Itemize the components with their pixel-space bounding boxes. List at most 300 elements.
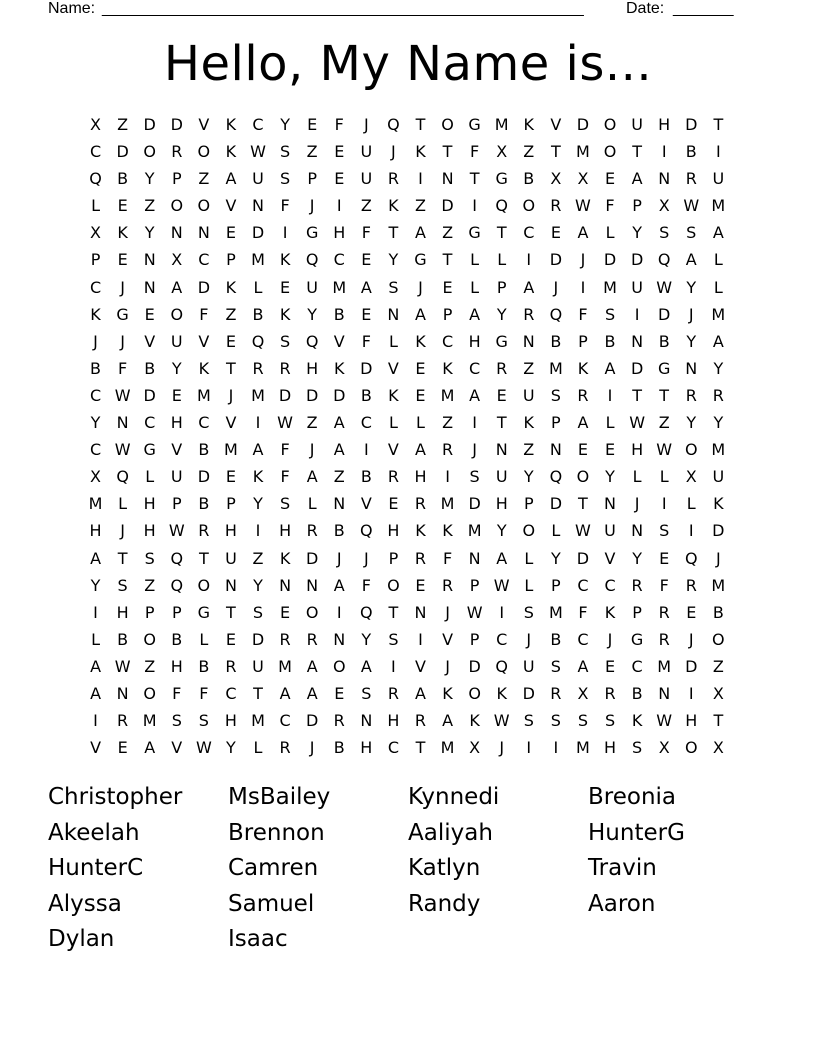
grid-letter: Y [632, 548, 642, 568]
grid-letter: A [360, 277, 372, 297]
grid-letter: C [496, 629, 508, 649]
grid-letter: A [469, 385, 481, 405]
grid-letter: E [496, 385, 507, 405]
grid-letter: R [279, 358, 291, 378]
grid-letter: Y [226, 738, 236, 758]
grid-letter: M [657, 656, 672, 676]
grid-letter: S [144, 548, 155, 568]
grid-letter: H [685, 711, 698, 731]
grid-letter: L [470, 250, 480, 270]
grid-letter: D [251, 223, 265, 243]
grid-letter: L [91, 629, 100, 649]
grid-letter: U [252, 656, 264, 676]
grid-letter: N [468, 548, 481, 568]
grid-letter: N [549, 440, 562, 460]
grid-letter: D [306, 711, 319, 731]
grid-letter: A [90, 656, 102, 676]
grid-letter: H [224, 521, 237, 541]
grid-letter: P [632, 602, 642, 622]
grid-letter: R [685, 385, 697, 405]
grid-letter: A [360, 656, 372, 676]
grid-letter: E [604, 169, 616, 189]
grid-letter: B [712, 602, 724, 622]
grid-letter: J [309, 738, 315, 758]
grid-letter: D [630, 250, 644, 270]
grid-letter: W [575, 196, 591, 216]
grid-letter: A [90, 683, 102, 703]
grid-letter: V [442, 629, 454, 649]
grid-letter: N [441, 169, 454, 189]
grid-letter: E [225, 331, 236, 351]
grid-letter: C [225, 683, 237, 703]
grid-letter: M [711, 304, 726, 324]
grid-letter: Y [90, 575, 101, 595]
grid-letter: S [252, 602, 264, 622]
grid-letter: Q [170, 548, 184, 568]
grid-letter: F [361, 575, 371, 595]
word-list-item: Aaron [588, 890, 656, 917]
grid-letter: Z [414, 196, 426, 216]
grid-letter: Y [307, 304, 318, 324]
grid-letter: K [388, 385, 399, 405]
grid-letter: W [656, 277, 673, 297]
grid-letter: E [225, 223, 236, 243]
grid-letter: F [442, 548, 453, 568]
grid-letter: K [415, 521, 426, 541]
grid-letter: A [577, 223, 589, 243]
grid-letter: T [496, 223, 507, 243]
grid-letter: R [604, 683, 616, 703]
grid-letter: J [309, 196, 315, 216]
grid-letter: I [499, 602, 505, 622]
grid-letter: T [388, 223, 399, 243]
grid-letter: O [684, 738, 698, 758]
grid-row [82, 734, 732, 761]
grid-letter: K [333, 358, 345, 378]
grid-letter: A [279, 683, 291, 703]
word-list-item: Dylan [48, 926, 115, 952]
grid-letter: T [198, 548, 209, 568]
grid-letter: R [631, 575, 643, 595]
grid-letter: M [440, 494, 455, 514]
grid-letter: F [118, 358, 128, 378]
grid-letter: S [280, 331, 291, 351]
grid-letter: Y [686, 277, 697, 297]
grid-row [82, 219, 732, 246]
grid-letter: K [604, 602, 616, 622]
grid-letter: O [712, 629, 725, 649]
grid-letter: M [548, 602, 563, 622]
grid-letter: Y [280, 115, 290, 134]
grid-letter: P [523, 494, 534, 514]
grid-letter: A [333, 575, 345, 595]
grid-letter: T [442, 250, 453, 270]
grid-letter: L [307, 494, 317, 514]
grid-letter: D [197, 277, 211, 297]
word-list-item: Akeelah [48, 819, 140, 846]
grid-letter: K [279, 548, 291, 568]
grid-letter: S [686, 223, 697, 243]
grid-letter: E [415, 385, 426, 405]
grid-row [82, 138, 732, 165]
grid-letter: J [336, 548, 342, 568]
grid-letter: P [469, 575, 480, 595]
grid-letter: O [305, 602, 319, 622]
grid-letter: V [225, 196, 237, 216]
grid-letter: Z [306, 413, 318, 433]
grid-letter: A [631, 169, 643, 189]
word-list-item: MsBailey [228, 784, 331, 810]
grid-letter: Z [144, 575, 156, 595]
grid-letter: J [634, 494, 640, 514]
grid-letter: K [90, 304, 101, 324]
grid-letter: L [713, 250, 723, 270]
grid-letter: R [171, 142, 183, 162]
grid-letter: W [114, 440, 131, 460]
grid-letter: Y [361, 629, 372, 649]
grid-letter: U [360, 169, 373, 189]
grid-letter: D [170, 115, 183, 134]
grid-letter: N [631, 521, 644, 541]
grid-letter: Y [253, 494, 263, 514]
grid-letter: R [279, 629, 291, 649]
grid-letter: R [117, 711, 129, 731]
grid-letter: R [550, 683, 562, 703]
grid-letter: E [604, 440, 616, 460]
word-list-item: Christopher [48, 784, 183, 810]
grid-letter: A [523, 277, 535, 297]
grid-letter: Z [442, 413, 454, 433]
grid-letter: E [117, 250, 128, 270]
grid-letter: J [391, 142, 396, 162]
grid-letter: Y [632, 223, 642, 243]
grid-letter: G [414, 250, 427, 270]
grid-letter: I [255, 521, 261, 541]
grid-letter: K [225, 142, 237, 162]
grid-letter: L [91, 196, 100, 216]
word-list-item: Kynnedi [408, 784, 500, 810]
grid-letter: F [361, 331, 371, 351]
grid-letter: E [280, 277, 291, 297]
grid-letter: I [553, 738, 559, 758]
grid-letter: E [307, 115, 318, 134]
grid-letter: A [469, 304, 481, 324]
grid-letter: D [441, 196, 454, 216]
grid-letter: Z [198, 169, 210, 189]
grid-letter: B [550, 629, 562, 649]
grid-letter: E [550, 223, 561, 243]
grid-letter: Y [713, 413, 724, 433]
grid-letter: H [143, 494, 156, 514]
grid-letter: M [548, 358, 563, 378]
grid-letter: K [415, 142, 426, 162]
grid-letter: Q [684, 548, 698, 568]
grid-letter: G [143, 440, 156, 460]
grid-letter: O [468, 683, 481, 703]
grid-letter: Q [657, 250, 671, 270]
grid-letter: G [197, 602, 211, 622]
grid-letter: O [603, 142, 617, 162]
grid-letter: F [199, 683, 209, 703]
grid-row [82, 545, 732, 572]
grid-letter: S [280, 169, 291, 189]
grid-row [82, 382, 732, 409]
grid-letter: R [658, 629, 670, 649]
grid-letter: J [607, 629, 613, 649]
word-list-item: Alyssa [48, 890, 122, 917]
grid-letter: T [713, 711, 724, 731]
grid-letter: W [277, 413, 293, 433]
grid-letter: H [170, 656, 183, 676]
grid-letter: A [333, 440, 345, 460]
grid-letter: V [360, 494, 372, 514]
grid-letter: D [576, 115, 590, 134]
grid-letter: P [632, 196, 642, 216]
grid-letter: E [415, 575, 426, 595]
grid-letter: U [631, 277, 643, 297]
grid-letter: X [658, 196, 670, 216]
grid-letter: K [225, 277, 237, 297]
grid-letter: J [363, 548, 369, 568]
grid-letter: O [197, 196, 211, 216]
page-title: Hello, My Name is... [163, 36, 653, 92]
grid-letter: L [416, 413, 425, 433]
grid-letter: F [361, 223, 371, 243]
grid-letter: T [713, 115, 724, 134]
grid-letter: L [253, 277, 263, 297]
grid-letter: K [198, 358, 210, 378]
grid-letter: Y [496, 521, 507, 541]
grid-letter: D [468, 656, 481, 676]
grid-letter: R [441, 440, 454, 460]
grid-letter: A [144, 738, 156, 758]
grid-letter: C [279, 711, 291, 731]
grid-row [82, 436, 732, 463]
grid-letter: R [306, 521, 318, 541]
word-list-item: Isaac [228, 926, 288, 952]
grid-letter: R [387, 467, 399, 487]
grid-letter: N [306, 575, 319, 595]
grid-letter: D [251, 629, 265, 649]
grid-letter: N [333, 629, 346, 649]
grid-letter: I [472, 413, 477, 433]
grid-letter: Y [388, 250, 399, 270]
grid-letter: Y [90, 413, 101, 433]
grid-letter: H [143, 521, 156, 541]
grid-letter: S [550, 656, 561, 676]
grid-letter: T [632, 385, 642, 405]
grid-letter: Y [496, 304, 507, 324]
grid-letter: V [90, 738, 102, 758]
grid-letter: C [604, 575, 616, 595]
grid-letter: B [252, 304, 264, 324]
grid-letter: W [168, 521, 185, 541]
grid-letter: R [333, 711, 345, 731]
word-list-item: Aaliyah [408, 819, 493, 846]
grid-letter: M [251, 250, 265, 270]
grid-letter: I [634, 304, 640, 324]
grid-letter: Z [658, 413, 670, 433]
grid-letter: M [603, 277, 617, 297]
grid-letter: J [120, 521, 125, 541]
grid-letter: S [469, 467, 480, 487]
grid-letter: R [658, 602, 670, 622]
grid-letter: I [580, 277, 586, 297]
grid-letter: W [250, 142, 266, 162]
grid-letter: C [333, 250, 345, 270]
grid-row [82, 490, 732, 517]
grid-letter: N [604, 494, 616, 514]
grid-letter: H [170, 413, 183, 433]
grid-letter: J [93, 331, 98, 351]
grid-letter: R [441, 575, 454, 595]
grid-letter: L [605, 413, 615, 433]
grid-letter: W [466, 602, 483, 622]
grid-letter: A [712, 331, 724, 351]
grid-letter: K [631, 711, 643, 731]
grid-letter: L [388, 331, 398, 351]
grid-letter: Z [144, 656, 156, 676]
grid-row [82, 653, 732, 680]
grid-letter: D [143, 385, 156, 405]
grid-letter: Z [523, 358, 535, 378]
grid-letter: U [225, 548, 237, 568]
grid-letter: B [631, 683, 643, 703]
grid-letter: Q [360, 602, 373, 622]
grid-letter: X [712, 738, 724, 758]
grid-letter: N [631, 331, 644, 351]
grid-letter: H [495, 494, 508, 514]
grid-letter: T [578, 494, 588, 514]
grid-letter: L [497, 250, 507, 270]
grid-letter: H [279, 521, 292, 541]
grid-letter: K [523, 413, 535, 433]
grid-letter: U [522, 385, 535, 405]
grid-letter: Q [116, 467, 129, 487]
grid-letter: U [252, 169, 264, 189]
grid-letter: D [278, 385, 292, 405]
grid-letter: N [170, 223, 183, 243]
grid-letter: I [363, 440, 369, 460]
grid-letter: G [116, 304, 129, 324]
grid-letter: I [391, 656, 396, 676]
grid-row [82, 274, 732, 301]
grid-letter: D [658, 304, 671, 324]
grid-letter: A [306, 656, 318, 676]
grid-letter: A [252, 440, 264, 460]
grid-letter: B [658, 331, 670, 351]
grid-letter: M [332, 277, 347, 297]
word-list-item: Breonia [588, 784, 677, 810]
grid-letter: F [578, 304, 588, 324]
grid-letter: A [415, 440, 426, 460]
grid-letter: O [143, 142, 156, 162]
grid-letter: G [630, 629, 644, 649]
grid-letter: C [469, 358, 481, 378]
grid-letter: F [470, 142, 480, 162]
grid-letter: O [332, 656, 346, 676]
grid-letter: F [280, 440, 290, 460]
grid-letter: X [90, 467, 102, 487]
grid-letter: A [685, 250, 697, 270]
grid-letter: M [711, 440, 726, 460]
grid-letter: B [360, 467, 372, 487]
grid-letter: B [604, 331, 616, 351]
grid-letter: L [632, 467, 642, 487]
grid-letter: J [309, 440, 315, 460]
grid-letter: S [361, 683, 372, 703]
grid-letter: C [360, 413, 372, 433]
grid-letter: Y [686, 331, 697, 351]
grid-letter: V [171, 440, 183, 460]
grid-letter: T [659, 385, 670, 405]
grid-letter: H [468, 331, 481, 351]
grid-letter: K [415, 331, 426, 351]
grid-letter: E [686, 602, 697, 622]
grid-letter: S [117, 575, 128, 595]
grid-letter: V [333, 331, 345, 351]
grid-letter: I [255, 413, 261, 433]
grid-row [82, 599, 732, 626]
grid-letter: F [172, 683, 182, 703]
grid-letter: V [198, 331, 210, 351]
grid-letter: S [632, 738, 643, 758]
grid-letter: K [496, 683, 507, 703]
grid-letter: S [388, 629, 399, 649]
grid-letter: L [199, 629, 209, 649]
grid-letter: S [523, 602, 534, 622]
grid-letter: F [280, 196, 290, 216]
grid-letter: I [282, 223, 288, 243]
grid-letter: E [171, 385, 182, 405]
grid-letter: P [171, 602, 182, 622]
grid-letter: P [551, 575, 561, 595]
grid-letter: T [117, 548, 128, 568]
grid-letter: Y [523, 467, 534, 487]
grid-letter: M [440, 385, 455, 405]
grid-letter: Q [251, 331, 265, 351]
grid-letter: I [661, 142, 667, 162]
grid-letter: J [120, 331, 125, 351]
grid-letter: J [715, 548, 721, 568]
grid-letter: S [198, 711, 209, 731]
grid-letter: J [526, 629, 532, 649]
grid-letter: N [197, 223, 210, 243]
grid-letter: W [629, 413, 646, 433]
header [48, 0, 768, 20]
grid-letter: O [197, 142, 211, 162]
grid-letter: C [89, 440, 102, 460]
grid-row [82, 517, 732, 544]
grid-letter: V [225, 413, 237, 433]
grid-letter: A [577, 656, 589, 676]
grid-letter: N [279, 575, 292, 595]
grid-letter: Z [333, 467, 345, 487]
grid-letter: O [170, 304, 184, 324]
grid-letter: L [713, 277, 723, 297]
grid-letter: L [686, 494, 696, 514]
grid-letter: D [630, 358, 644, 378]
grid-letter: N [658, 169, 671, 189]
grid-letter: E [144, 304, 155, 324]
grid-letter: U [360, 142, 373, 162]
grid-letter: L [253, 738, 263, 758]
grid-letter: O [387, 575, 400, 595]
grid-letter: E [388, 494, 399, 514]
grid-letter: N [658, 683, 671, 703]
grid-letter: N [116, 683, 129, 703]
grid-letter: E [577, 440, 588, 460]
